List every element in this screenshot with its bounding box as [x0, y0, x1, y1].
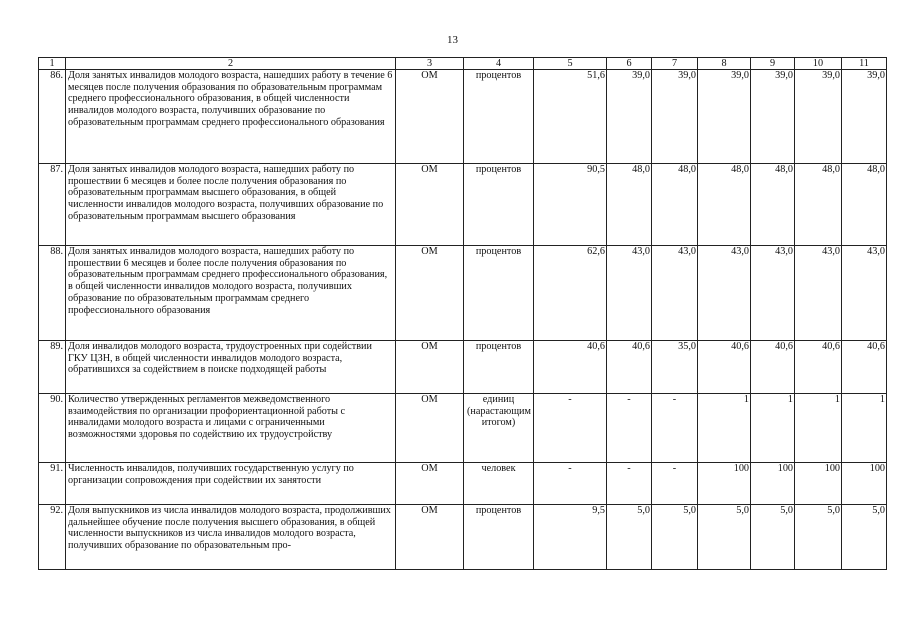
value-cell: 5,0	[751, 505, 795, 570]
value-cell: 9,5	[534, 505, 607, 570]
value-cell: -	[652, 463, 698, 505]
indicator-type: ОМ	[396, 505, 464, 570]
value-cell: 40,6	[698, 341, 751, 394]
indicator-name: Доля занятых инвалидов молодого возраста, нашедших работу по прошествии 6 месяцев и более после получения образования по образовательным программам высшего образования, в общей численности инвалидов молодого возраста, получивших образование по образовательным программам высшего образования	[66, 164, 396, 246]
indicator-name: Количество утвержденных регламентов межведомственного взаимодействия по организации профориентационной работы с инвалидами молодого возраста и лицами с ограниченными возможностями здоровья по содействию их трудоустройству	[66, 394, 396, 463]
value-cell: 5,0	[652, 505, 698, 570]
value-cell: -	[534, 394, 607, 463]
row-number: 87.	[39, 164, 66, 246]
value-cell: 43,0	[607, 246, 652, 341]
value-cell: 62,6	[534, 246, 607, 341]
page-number: 13	[447, 34, 458, 46]
unit-of-measure: процентов	[464, 164, 534, 246]
value-cell: 35,0	[652, 341, 698, 394]
unit-of-measure: единиц (нарастающим итогом)	[464, 394, 534, 463]
table-row	[39, 70, 887, 164]
header-cell: 6	[607, 58, 652, 70]
indicator-type: ОМ	[396, 246, 464, 341]
value-cell: 100	[698, 463, 751, 505]
indicator-type: ОМ	[396, 70, 464, 164]
table-row	[39, 505, 887, 570]
indicator-type: ОМ	[396, 341, 464, 394]
value-cell: 100	[751, 463, 795, 505]
value-cell: 40,6	[751, 341, 795, 394]
row-number: 89.	[39, 341, 66, 394]
value-cell: 1	[795, 394, 842, 463]
indicator-name: Доля инвалидов молодого возраста, трудоустроенных при содействии ГКУ ЦЗН, в общей численности инвалидов молодого возраста, обратившихся за содействием в поиске подходящей работы	[66, 341, 396, 394]
table-row	[39, 394, 887, 463]
table-row	[39, 246, 887, 341]
indicator-name: Доля выпускников из числа инвалидов молодого возраста, продолживших дальнейшее обучение после получения высшего образования, в общей численности выпускников из числа инвалидов молодого возраста, получивших образование по образовательным про-	[66, 505, 396, 570]
value-cell: 48,0	[698, 164, 751, 246]
indicator-name: Доля занятых инвалидов молодого возраста, нашедших работу в течение 6 месяцев после получения образования по образовательным программам среднего профессионального образования, в общей численности инвалидов молодого возраста, получивших образование по образовательным программам среднего профессионального образования	[66, 70, 396, 164]
header-cell: 8	[698, 58, 751, 70]
value-cell: 43,0	[652, 246, 698, 341]
value-cell: 5,0	[607, 505, 652, 570]
value-cell: 48,0	[652, 164, 698, 246]
header-cell: 11	[842, 58, 887, 70]
value-cell: 40,6	[842, 341, 887, 394]
indicators-table	[38, 57, 887, 570]
table-row	[39, 164, 887, 246]
value-cell: 39,0	[795, 70, 842, 164]
value-cell: 39,0	[607, 70, 652, 164]
header-cell: 10	[795, 58, 842, 70]
value-cell: 100	[795, 463, 842, 505]
value-cell: -	[534, 463, 607, 505]
indicator-name: Численность инвалидов, получивших государственную услугу по организации сопровождения при содействии их занятости	[66, 463, 396, 505]
value-cell: 1	[751, 394, 795, 463]
value-cell: 43,0	[751, 246, 795, 341]
value-cell: 43,0	[842, 246, 887, 341]
indicator-type: ОМ	[396, 394, 464, 463]
value-cell: 40,6	[534, 341, 607, 394]
value-cell: 100	[842, 463, 887, 505]
unit-of-measure: человек	[464, 463, 534, 505]
row-number: 92.	[39, 505, 66, 570]
value-cell: 48,0	[795, 164, 842, 246]
value-cell: 39,0	[751, 70, 795, 164]
unit-of-measure: процентов	[464, 505, 534, 570]
value-cell: 39,0	[652, 70, 698, 164]
indicator-type: ОМ	[396, 164, 464, 246]
row-number: 91.	[39, 463, 66, 505]
header-cell: 1	[39, 58, 66, 70]
row-number: 88.	[39, 246, 66, 341]
value-cell: 39,0	[842, 70, 887, 164]
header-row	[39, 58, 887, 70]
value-cell: -	[607, 394, 652, 463]
row-number: 86.	[39, 70, 66, 164]
value-cell: 51,6	[534, 70, 607, 164]
value-cell: 43,0	[698, 246, 751, 341]
value-cell: 43,0	[795, 246, 842, 341]
header-cell: 4	[464, 58, 534, 70]
value-cell: 48,0	[607, 164, 652, 246]
header-cell: 7	[652, 58, 698, 70]
value-cell: -	[652, 394, 698, 463]
table-row	[39, 463, 887, 505]
value-cell: 90,5	[534, 164, 607, 246]
indicator-type: ОМ	[396, 463, 464, 505]
value-cell: 5,0	[795, 505, 842, 570]
value-cell: -	[607, 463, 652, 505]
value-cell: 1	[842, 394, 887, 463]
value-cell: 48,0	[751, 164, 795, 246]
unit-of-measure: процентов	[464, 341, 534, 394]
header-cell: 2	[66, 58, 396, 70]
value-cell: 1	[698, 394, 751, 463]
indicator-name: Доля занятых инвалидов молодого возраста, нашедших работу по прошествии 6 месяцев и более после получения образования по образовательным программам среднего профессионального образования, в общей численности инвалидов молодого возраста, получивших образование по образовательным программам среднего профессионального образования	[66, 246, 396, 341]
value-cell: 5,0	[698, 505, 751, 570]
unit-of-measure: процентов	[464, 70, 534, 164]
value-cell: 48,0	[842, 164, 887, 246]
header-cell: 5	[534, 58, 607, 70]
table-row	[39, 341, 887, 394]
header-cell: 9	[751, 58, 795, 70]
unit-of-measure: процентов	[464, 246, 534, 341]
value-cell: 39,0	[698, 70, 751, 164]
header-cell: 3	[396, 58, 464, 70]
row-number: 90.	[39, 394, 66, 463]
value-cell: 40,6	[607, 341, 652, 394]
value-cell: 5,0	[842, 505, 887, 570]
value-cell: 40,6	[795, 341, 842, 394]
